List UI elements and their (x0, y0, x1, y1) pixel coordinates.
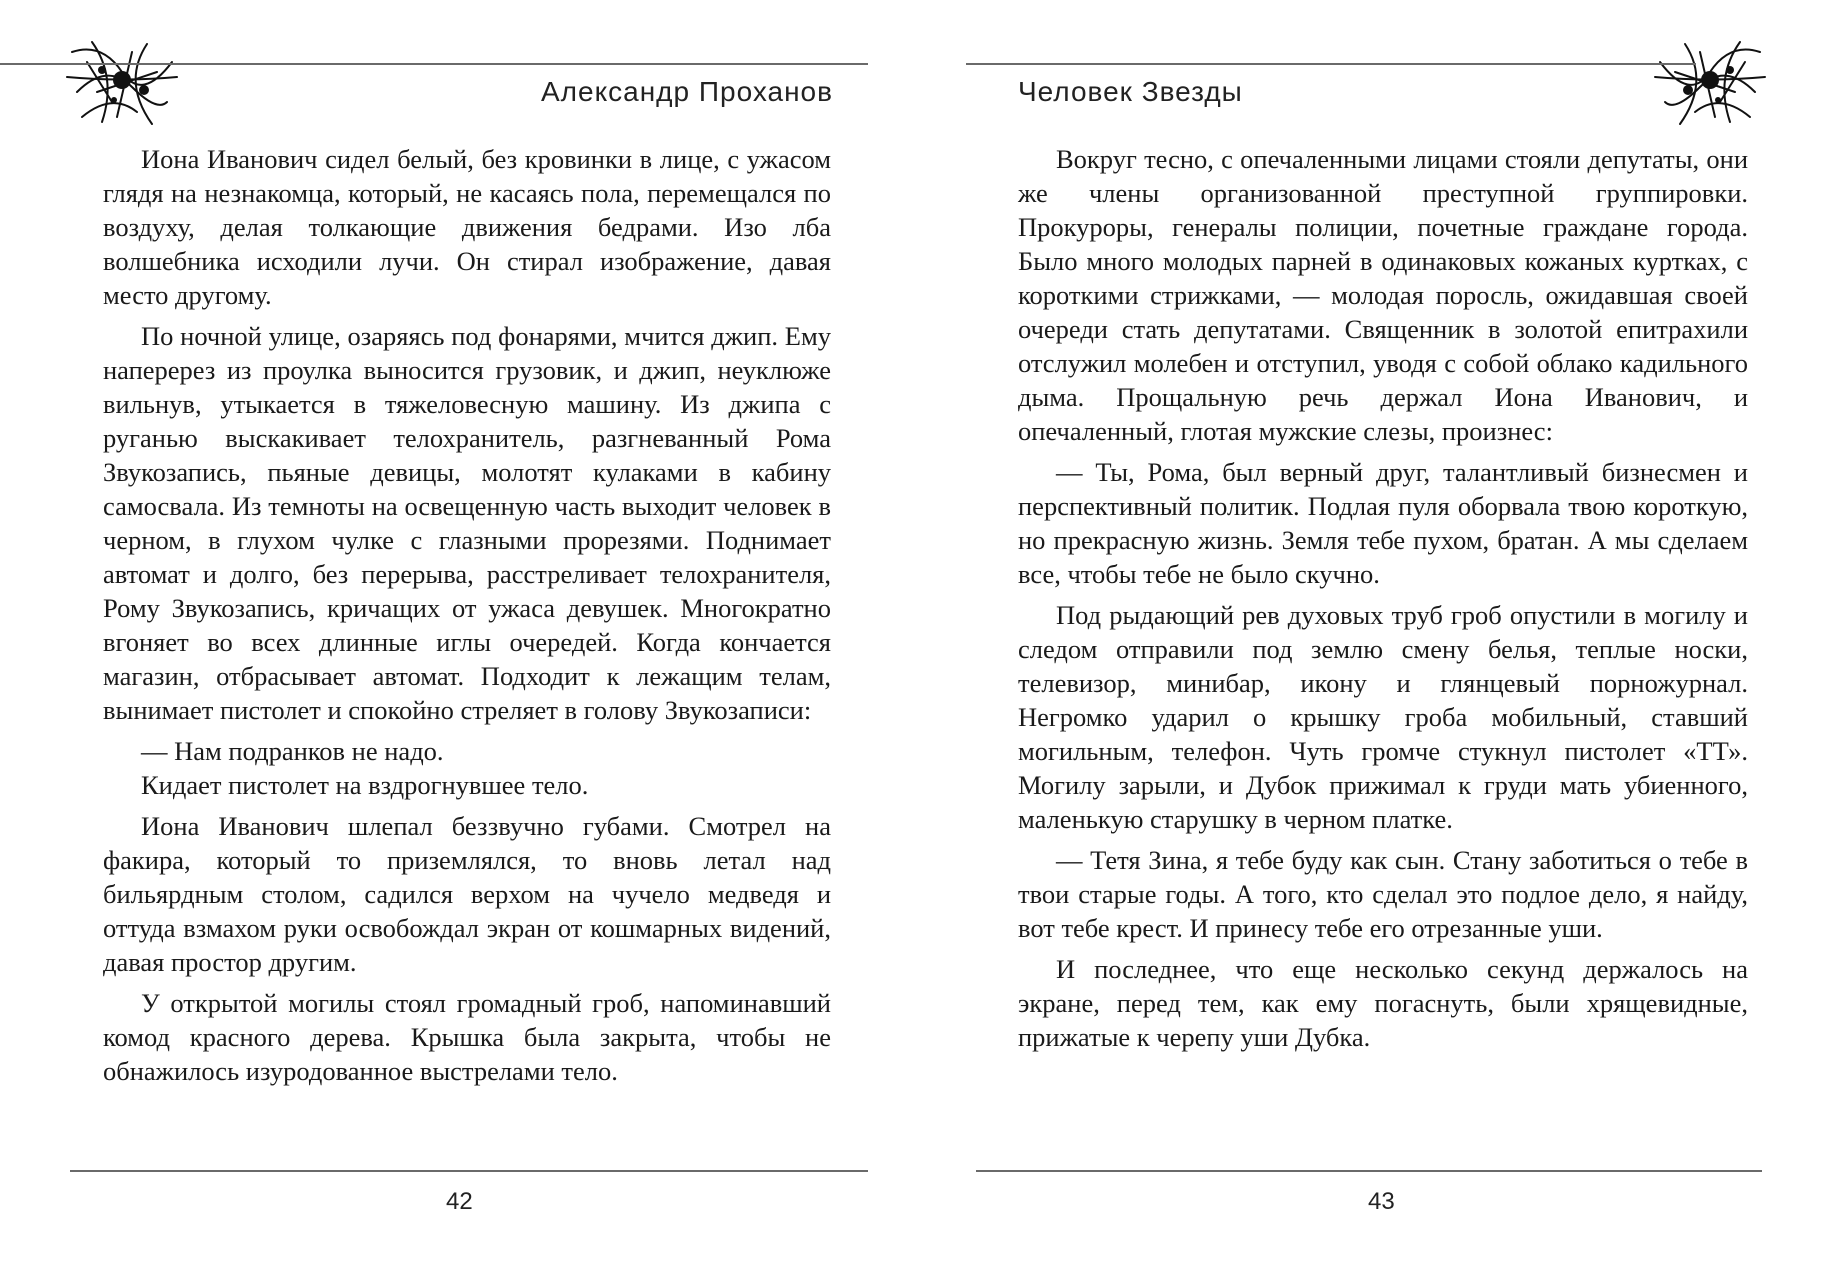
running-head-title: Человек Звезды (1018, 76, 1243, 107)
header-rule (966, 63, 1696, 65)
left-page (0, 0, 920, 1266)
paragraph: Иона Иванович сидел белый, без кровинки в лице, с ужасом глядя на незнакомца, который, не касаясь пола, перемещался по воздуху, делая толкающие движения бедрами. Изо лба волшебника исходили лучи. Он стирал изображение, давая место другому. (103, 144, 831, 310)
left-page-body (103, 142, 831, 1095)
paragraph: По ночной улице, озаряясь под фонарями, мчится джип. Ему наперерез из проулка выносится грузовик, и джип, неуклюже вильнув, утыкается в тяжеловесную машину. Из джипа с руганью выскакивает телохранитель, разгневанный Рома Звукозапись, пьяные девицы, молотят кулаками в кабину самосвала. Из темноты на освещенную часть выходит человек в черном, в глухом чулке с глазными прорезями. Поднимает автомат и долго, без перерыва, расстреливает телохранителя, Рому Звукозапись, кричащих от ужаса девушек. Многократно вгоняет во всех длинные иглы очередей. Когда кончается магазин, отбрасывает автомат. Подходит к лежащим телам, вынимает пистолет и спокойно стреляет в голову Звукозаписи: (103, 321, 831, 725)
page-number: 43 (1368, 1188, 1395, 1215)
paragraph: Вокруг тесно, с опечаленными лицами стояли депутаты, они же члены организованной преступной группировки. Прокуроры, генералы полиции, почетные граждане города. Было много молодых парней в одинаковых кожаных куртках, с короткими стрижками, — молодая поросль, ожидавшая своей очереди стать депутатами. Священник в золотой епитрахили отслужил молебен и отступил, уводя с собой облако кадильного дыма. Прощальную речь держал Иона Иванович, и опечаленный, глотая мужские слезы, произнес: (1018, 144, 1748, 446)
paragraph: Под рыдающий рев духовых труб гроб опустили в могилу и следом отправили под землю смену белья, теплые носки, телевизор, минибар, икону и глянцевый порножурнал. Негромко ударил о крышку гроба мобильный, ставший могильным, телефон. Чуть громче стукнул пистолет «ТТ». Могилу зарыли, и Дубок прижимал к груди мать убиенного, маленькую старушку в черном платке. (1018, 600, 1748, 834)
paragraph: У открытой могилы стоял громадный гроб, напоминавший комод красного дерева. Крышка была закрыта, чтобы не обнажилось изуродованное выстрелами тело. (103, 988, 831, 1086)
footer-rule (70, 1170, 868, 1172)
paragraph: Иона Иванович шлепал беззвучно губами. Смотрел на факира, который то приземлялся, то вновь летал над бильярдным столом, садился верхом на чучело медведя и оттуда взмахом руки освобождал экран от кошмарных видений, давая простор другим. (103, 811, 831, 977)
header-rule (0, 63, 868, 65)
right-page-body (1018, 142, 1748, 1061)
footer-rule (976, 1170, 1762, 1172)
ink-flourish-icon (62, 32, 182, 132)
right-page (920, 0, 1841, 1266)
ink-flourish-icon (1650, 32, 1770, 132)
page-number: 42 (446, 1188, 473, 1215)
paragraph: И последнее, что еще несколько секунд держалось на экране, перед тем, как ему погаснуть, были хрящевидные, прижатые к черепу уши Дубка. (1018, 954, 1748, 1052)
running-head-author: Александр Проханов (541, 76, 833, 107)
paragraph: — Нам подранков не надо. (141, 736, 444, 766)
paragraph: — Тетя Зина, я тебе буду как сын. Стану заботиться о тебе в твои старые годы. А того, кто сделал это подлое дело, я найду, вот тебе крест. И принесу тебе его отрезанные уши. (1018, 845, 1748, 943)
paragraph: Кидает пистолет на вздрогнувшее тело. (141, 770, 589, 800)
paragraph: — Ты, Рома, был верный друг, талантливый бизнесмен и перспективный политик. Подлая пуля оборвала твою короткую, но прекрасную жизнь. Земля тебе пухом, братан. А мы сделаем все, чтобы тебе не было скучно. (1018, 457, 1748, 589)
